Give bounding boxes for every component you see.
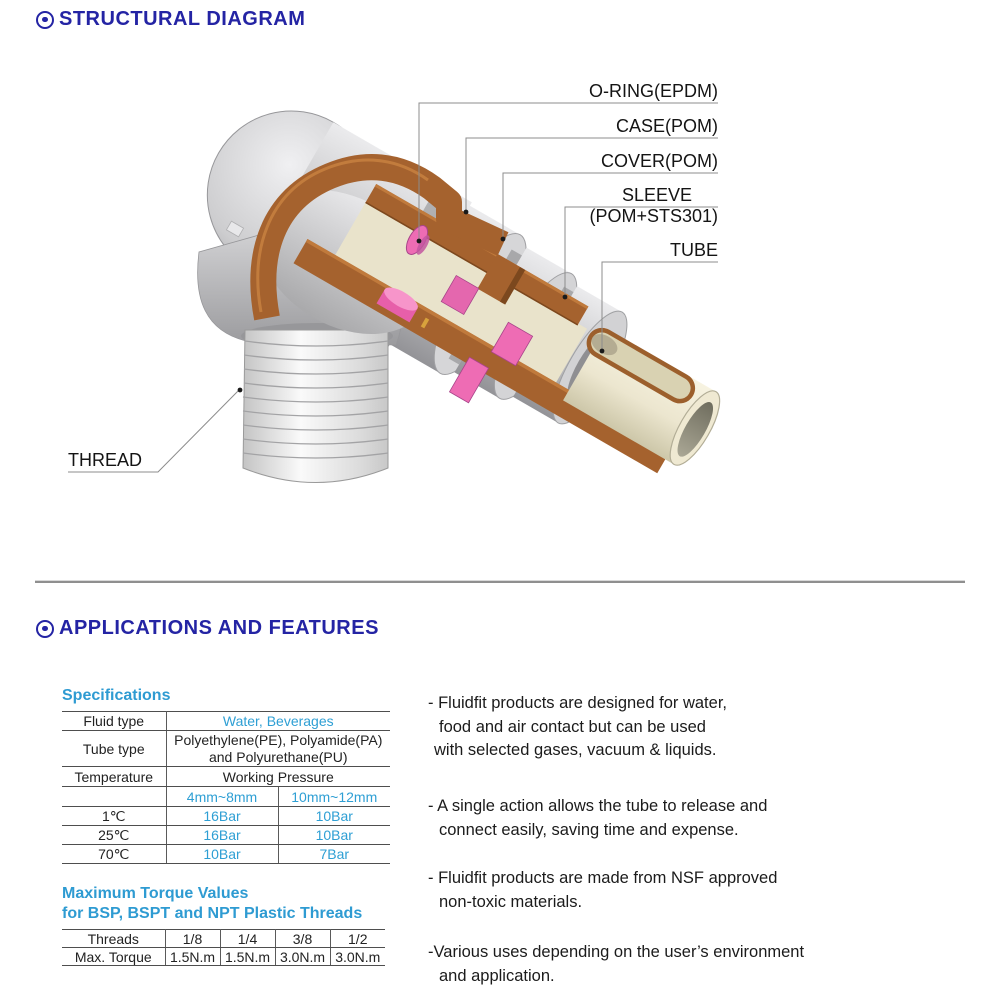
label-o-ring: O-RING(EPDM) — [589, 81, 718, 101]
dot-tube — [600, 349, 605, 354]
spec-temperature-label: Temperature — [62, 767, 166, 787]
spec-working-pressure-label: Working Pressure — [166, 767, 390, 787]
thread-stem — [243, 330, 388, 483]
applications-section-header — [36, 617, 379, 640]
spec-temp-2: 70℃ — [62, 845, 166, 864]
label-sleeve-material: (POM+STS301) — [589, 206, 718, 226]
torque-thread-size-1: 1/4 — [220, 930, 275, 948]
feature-line: non-toxic materials. — [439, 892, 583, 911]
specifications-title: Specifications — [62, 687, 171, 704]
dot-thread — [238, 388, 243, 393]
torque-thread-size-2: 3/8 — [275, 930, 330, 948]
dot-case — [464, 210, 469, 215]
feature-line: with selected gases, vacuum & liquids. — [434, 741, 717, 759]
spec-pressure-2-2: 7Bar — [278, 845, 390, 864]
specifications-block — [62, 686, 390, 864]
torque-thread-size-0: 1/8 — [165, 930, 220, 948]
torque-table — [62, 929, 385, 966]
specifications-table — [62, 711, 390, 864]
torque-max-label: Max. Torque — [62, 948, 165, 966]
label-case: CASE(POM) — [615, 116, 718, 136]
label-sleeve: SLEEVE — [621, 185, 692, 205]
feature-line: and application. — [439, 966, 555, 985]
torque-title-line1: Maximum Torque Values — [62, 885, 249, 902]
section-bullet-icon — [36, 620, 54, 638]
torque-value-1: 1.5N.m — [220, 948, 275, 966]
feature-line: connect easily, saving time and expense. — [439, 820, 739, 839]
spec-tube-type-label: Tube type — [62, 731, 166, 767]
dot-sleeve — [563, 295, 568, 300]
section-title: STRUCTURAL DIAGRAM — [59, 8, 306, 30]
spec-fluid-type-value: Water, Beverages — [166, 712, 390, 731]
section-divider — [35, 580, 965, 583]
thread-cylinder — [243, 330, 388, 483]
feature-item — [428, 692, 727, 763]
torque-title-line2: for BSP, BSPT and NPT Plastic Threads — [62, 905, 363, 922]
label-thread: THREAD — [68, 450, 143, 470]
label-tube: TUBE — [669, 240, 718, 260]
torque-value-2: 3.0N.m — [275, 948, 330, 966]
spec-pressure-2-1: 10Bar — [166, 845, 278, 864]
feature-line: - Fluidfit products are designed for water, — [428, 694, 727, 712]
feature-item — [428, 941, 804, 988]
feature-item — [428, 795, 767, 842]
section-title: APPLICATIONS AND FEATURES — [59, 617, 379, 639]
spec-pressure-1-2: 10Bar — [278, 826, 390, 845]
torque-thread-size-3: 1/2 — [330, 930, 385, 948]
dot-o-ring — [417, 239, 422, 244]
spec-empty-cell — [62, 787, 166, 807]
feature-line: food and air contact but can be used — [439, 717, 706, 736]
feature-item — [428, 867, 777, 914]
torque-block — [62, 884, 385, 966]
torque-value-0: 1.5N.m — [165, 948, 220, 966]
torque-value-3: 3.0N.m — [330, 948, 385, 966]
feature-line: - A single action allows the tube to release and — [428, 797, 768, 815]
spec-temp-1: 25℃ — [62, 826, 166, 845]
dot-cover — [501, 237, 506, 242]
spec-temp-0: 1℃ — [62, 807, 166, 826]
torque-threads-label: Threads — [62, 930, 165, 948]
spec-pressure-0-2: 10Bar — [278, 807, 390, 826]
spec-pressure-1-1: 16Bar — [166, 826, 278, 845]
spec-tube-type-value: Polyethylene(PE), Polyamide(PA) and Polyurethane(PU) — [166, 731, 390, 767]
label-cover: COVER(POM) — [601, 151, 718, 171]
feature-line: - Fluidfit products are made from NSF approved — [428, 869, 778, 887]
spec-pressure-0-1: 16Bar — [166, 807, 278, 826]
spec-size-col2: 10mm~12mm — [278, 787, 390, 807]
spec-size-col1: 4mm~8mm — [166, 787, 278, 807]
spec-fluid-type-label: Fluid type — [62, 712, 166, 731]
feature-line: -Various uses depending on the user’s environment — [428, 943, 805, 961]
